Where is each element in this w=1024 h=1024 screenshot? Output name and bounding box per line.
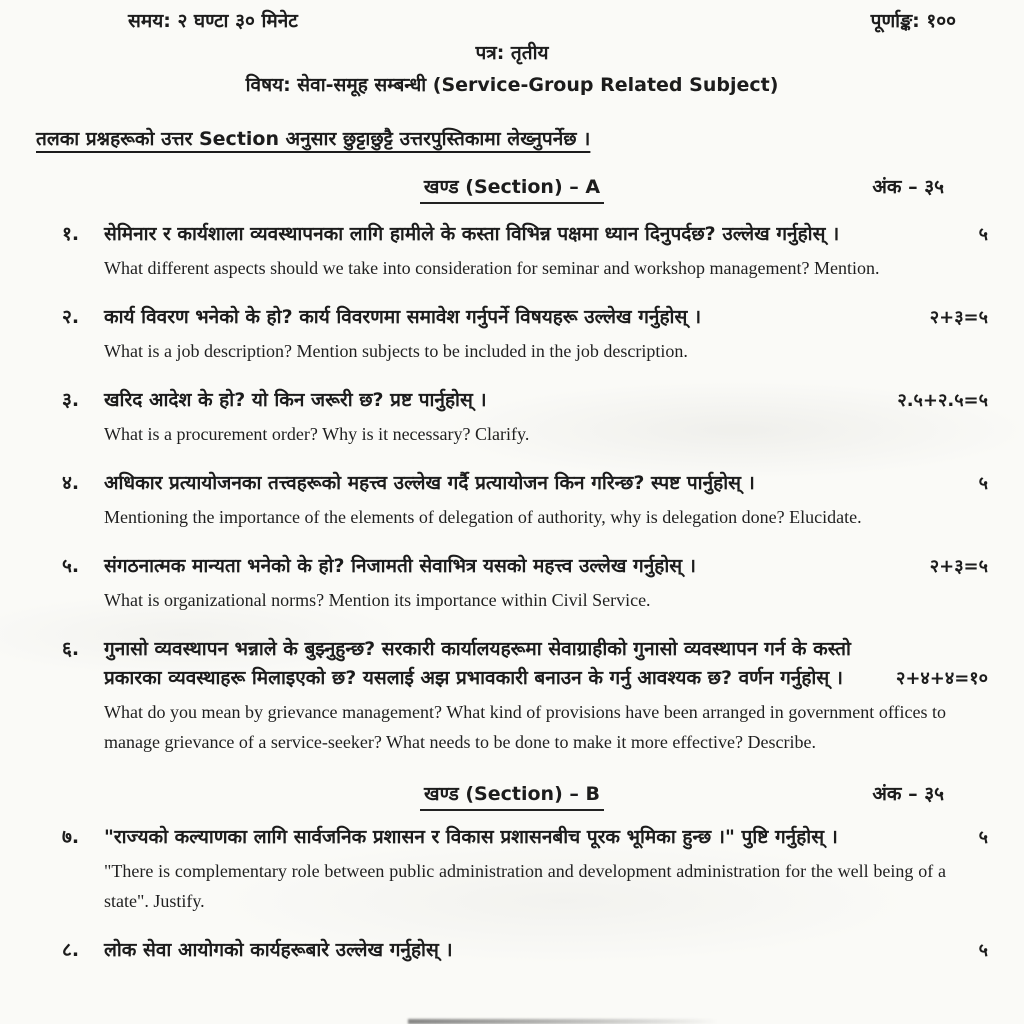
question-english-text: "There is complementary role between public administration and development administration for the well being of a state". Justify. xyxy=(104,861,946,911)
question-marks: २.५+२.५=५ xyxy=(897,390,988,411)
question-marks: ५ xyxy=(978,224,988,245)
question-2 xyxy=(0,303,1024,366)
section-a-title: खण्ड (Section) – A xyxy=(420,174,604,204)
question-nepali-text: "राज्यको कल्याणका लागि सार्वजनिक प्रशासन र विकास प्रशासनबीच पूरक भूमिका हुन्छ ।" पुष्टि गर्नुहोस् । xyxy=(104,826,838,848)
section-a-header xyxy=(0,174,1024,204)
question-nepali-text: सेमिनार र कार्यशाला व्यवस्थापनका लागि हामीले के कस्ता विभिन्न पक्षमा ध्यान दिनुपर्दछ? उल्लेख गर्नुहोस् । xyxy=(104,223,840,245)
question-marks: ५ xyxy=(978,827,988,848)
question-number: ५. xyxy=(62,555,80,577)
question-nepali-row xyxy=(104,823,988,852)
question-number: २. xyxy=(62,306,80,328)
question-body xyxy=(104,303,988,366)
question-nepali-text: अधिकार प्रत्यायोजनका तत्त्वहरूको महत्त्व उल्लेख गर्दै प्रत्यायोजन किन गरिन्छ? स्पष्ट पार्नुहोस् । xyxy=(104,472,755,494)
page-bottom-scan-artifact xyxy=(408,1019,718,1024)
subject-line: विषय: सेवा-समूह सम्बन्धी (Service-Group Related Subject) xyxy=(245,74,779,96)
question-nepali-row xyxy=(104,635,988,693)
question-english-text: What is a job description? Mention subjects to be included in the job description. xyxy=(104,341,688,361)
question-body xyxy=(104,823,988,916)
question-marks: ५ xyxy=(978,473,988,494)
question-marks: २+३=५ xyxy=(929,556,988,577)
question-nepali-row xyxy=(104,386,988,415)
question-body xyxy=(104,936,988,965)
question-nepali-text: खरिद आदेश के हो? यो किन जरूरी छ? प्रष्ट पार्नुहोस् । xyxy=(104,389,487,411)
question-marks: २+४+४=१० xyxy=(895,668,988,689)
question-nepali-row xyxy=(104,220,988,249)
question-number: ४. xyxy=(62,472,80,494)
section-b-title: खण्ड (Section) – B xyxy=(420,781,604,811)
question-nepali-row xyxy=(104,936,988,965)
question-english-text: What is organizational norms? Mention its importance within Civil Service. xyxy=(104,590,651,610)
question-nepali-text: संगठनात्मक मान्यता भनेको के हो? निजामती सेवाभित्र यसको महत्त्व उल्लेख गर्नुहोस् । xyxy=(104,555,696,577)
section-a-marks: अंक – ३५ xyxy=(872,176,944,198)
full-marks-label: पूर्णाङ्क: १०० xyxy=(870,10,956,32)
question-english-text: Mentioning the importance of the elements of delegation of authority, why is delegation done? Elucidate. xyxy=(104,507,862,527)
section-b-header xyxy=(0,781,1024,811)
question-4 xyxy=(0,469,1024,532)
question-nepali-text: गुनासो व्यवस्थापन भन्नाले के बुझ्नुहुन्छ? सरकारी कार्यालयहरूमा सेवाग्राहीको गुनासो व्यवस्थापन गर्न के कस्तो प्रकारका व्यवस्थाहरू मिलाइएको छ? यसलाई अझ प्रभावकारी बनाउन के गर्नु आवश्यक छ? वर्णन गर्नुहोस् । xyxy=(104,638,851,689)
question-english-text: What is a procurement order? Why is it necessary? Clarify. xyxy=(104,424,530,444)
question-number: ८. xyxy=(62,939,80,961)
question-english-text: What do you mean by grievance management? What kind of provisions have been arranged in government offices to manage grievance of a service-seeker? What needs to be done to make it more effective? Describe. xyxy=(104,702,946,752)
paper-header xyxy=(0,0,1024,34)
general-instruction: तलका प्रश्नहरूको उत्तर Section अनुसार छुट्टाछुट्टै उत्तरपुस्तिकामा लेख्नुपर्नेछ । xyxy=(36,128,591,150)
question-3 xyxy=(0,386,1024,449)
question-nepali-row xyxy=(104,303,988,332)
question-number: ३. xyxy=(62,389,80,411)
question-body xyxy=(104,552,988,615)
question-marks: २+३=५ xyxy=(929,307,988,328)
question-marks: ५ xyxy=(978,940,988,961)
question-7 xyxy=(0,823,1024,916)
time-allowed-label: समय: २ घण्टा ३० मिनेट xyxy=(128,10,298,32)
question-body xyxy=(104,635,988,757)
question-nepali-row xyxy=(104,552,988,581)
section-b-marks: अंक – ३५ xyxy=(872,783,944,805)
question-8 xyxy=(0,936,1024,965)
question-1 xyxy=(0,220,1024,283)
question-number: ७. xyxy=(62,826,80,848)
question-body xyxy=(104,220,988,283)
question-body xyxy=(104,469,988,532)
question-number: १. xyxy=(62,223,80,245)
question-nepali-row xyxy=(104,469,988,498)
question-number: ६. xyxy=(62,638,80,660)
question-english-text: What different aspects should we take into consideration for seminar and workshop management? Mention. xyxy=(104,258,880,278)
question-5 xyxy=(0,552,1024,615)
question-body xyxy=(104,386,988,449)
question-nepali-text: कार्य विवरण भनेको के हो? कार्य विवरणमा समावेश गर्नुपर्ने विषयहरू उल्लेख गर्नुहोस् । xyxy=(104,306,702,328)
question-nepali-text: लोक सेवा आयोगको कार्यहरूबारे उल्लेख गर्नुहोस् । xyxy=(104,939,453,961)
question-6 xyxy=(0,635,1024,757)
paper-number-line: पत्र: तृतीय xyxy=(475,42,549,64)
